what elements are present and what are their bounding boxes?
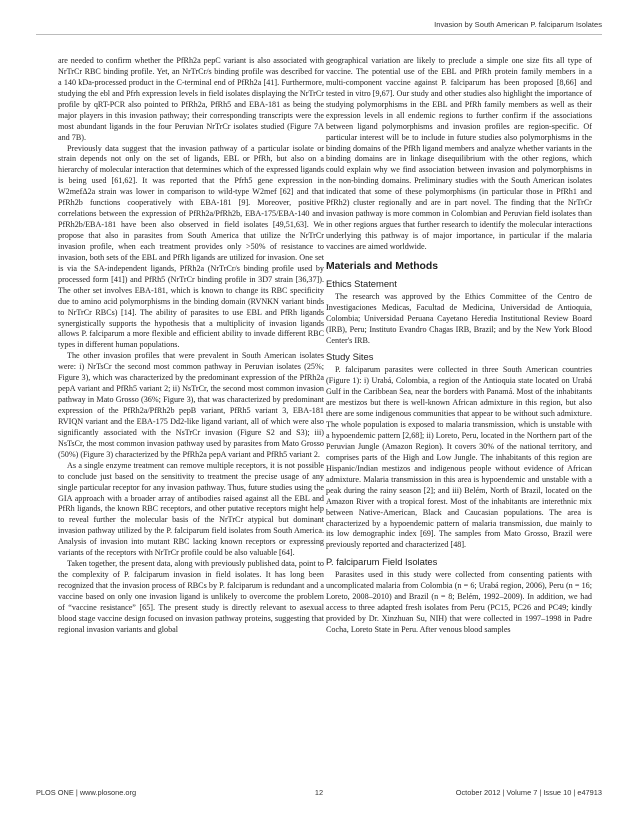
- journal-site: PLOS ONE | www.plosone.org: [36, 788, 137, 797]
- citation: October 2012 | Volume 7 | Issue 10 | e47913: [455, 788, 602, 797]
- page-number: 12: [314, 788, 324, 797]
- subsection-heading: Study Sites: [326, 351, 374, 363]
- paragraph: Parasites used in this study were collected from consenting patients with uncomplicated malaria from Colombia (n = 6; Urabá region, 2006), Peru (n = 16; Loreto, 2008–2010) and Brazil (n = 8; Belém, 1992–2009). In addition, we had access to three adapted fresh isolates from Peru (PC15, PC26 and PC49; kindly provided by Dr. Xinzhuan Su, NIH) that were collected in 1997–1998 in Padre Cocha, Loreto State in Peru. After venous blood samples: [326, 570, 592, 634]
- right-column: [326, 56, 592, 636]
- subsection-heading: Ethics Statement: [326, 277, 397, 289]
- paragraph: Taken together, the present data, along with previously published data, point to the complexity of P. falciparum invasion in field isolates. It has long been recognized that the invasion process of RBCs by P. falciparum is redundant and a vaccine based on only one invasion ligand is unlikely to overcome the problem of “vaccine resistance” [65]. The present study is directly relevant to asexual blood stage vaccine design focused on invasion pathway proteins, suggesting that regional invasion variants and global: [58, 559, 324, 634]
- paragraph: Previously data suggest that the invasion pathway of a particular isolate or strain depends not only on the set of ligands, EBL or PfRh, but also on a hierarchy of molecular interaction that determines which of the expressed ligands is being used [61,62]. It was reported that the Pfrh5 gene expression in W2mefΔ2a strain was lower in comparison to wild-type W2mef [62] and that PfRh2b functions cooperatively with EBA-181 [9]. Moreover, positive correlations between the expression of PfRh2a/PfRh2b, EBA-175/EBA-140 and PfRh2b/EBA-181 have been also observed in field isolates [49,51,63]. We propose that also in parasites from South America that utilize the NrTrCr invasion profile, when each treatment provides only >50% of resistance to invasion, both sets of the EBL and PfRh ligands are utilized for invasion. One set is via the SA-independent ligands, PfRh2a (NrTrCr/s binding profile used by processed form [41]) and PfRh5 (NrTrCr binding profile in 3D7 strain [36,37]). The other set involves EBA-181, which is known to change its RBC specificity due to amino acid polymorphisms in the binding domain (RVNKN variant binds to NrTrCr RBCs) [14]. The ability of parasites to use EBL and PfRh ligands synergistically supports the hypothesis that a multiplicity of invasion ligands allows P. falciparum a more flexible and efficient ability to invade different RBC types in different human populations.: [58, 143, 324, 350]
- paragraph: geographical variation are likely to preclude a simple one size fits all type of vaccine. The potential use of the EBL and PfRh protein family members in a multi-component vaccine against P. falciparum has been proposed [8,66] and tested in vitro [9,67]. Our study and other studies also highlight the importance of studying polymorphisms in the EBL and PfRh family members as well as their expression levels in all endemic regions to further confirm if the associations between ligand polymorphisms and invasion profiles are region-specific. Of particular interest will be to include in future studies also polymorphisms in the binding domains of the PfRh ligand members and analyze whether variants in the binding domains are in linkage disequilibrium with the other regions, which could explain why we find association between invasion and polymorphisms in the non-binding domains. Preliminary studies with the South American isolates indicated that some of these polymorphisms (in particular those in PfRh1 and PfRh2) cluster regionally and are in part novel. The finding that the NrTrCr invasion pathway is more common in Colombian and Peruvian field isolates than in other regions argues that further research to identify the molecular interactions underlying this pathway is of major importance, in particular if the malaria vaccines are aimed worldwide.: [326, 56, 592, 251]
- paragraph: are needed to confirm whether the PfRh2a pepC variant is also associated with NrTrCr RBC binding profile. Yet, an NrTrCr/s binding profile was described for a 140 kDa-processed product in the C-terminal end of PfRh2a [41]. Furthermore, studying the ebl and Pfrh expression levels in field isolates displaying the NrTrCr profile by qRT-PCR also pointed to PfRh2a, PfRh5 and EBA-181 as being the major players in this invasion pathway; their corresponding transcripts were the most abundant ligands in the four Peruvian NrTrCr isolates studied (Figure 7A and 7B).: [58, 56, 324, 142]
- paragraph: As a single enzyme treatment can remove multiple receptors, it is not possible to conclude just based on the sensitivity to treatment the precise usage of any single particular receptor for any invasion pathway. Thus, future studies using the GIA approach with a broader array of antibodies raised against all the EBL and PfRh ligands, the known RBC receptors, and other putative receptors might help to reveal further the molecular basis of the NrTrCr atypical but dominant invasion pathway utilized by the P. falciparum field isolates from South America. Analysis of invasion into mutant RBC lacking known receptors or expressing variants of the receptors with NrTrCr profile could be also valuable [64].: [58, 460, 324, 558]
- section-heading: Materials and Methods: [326, 260, 439, 272]
- header-rule: [36, 34, 602, 35]
- subsection-heading: P. falciparum Field Isolates: [326, 556, 438, 568]
- paragraph: The other invasion profiles that were prevalent in South American isolates were: i) NrTsCr the second most common pathway in Peruvian isolates (25%; Figure 3), which was characterized by the predominant expression of the PfRh2a pepA variant and PfRh5 variant 2; ii) NsTrCr, the second most common invasion pathway in Mato Grosso (36%; Figure 3), that was characterized by predominant expression of the PfRh2a/PfRh2b pepB variant, PfRh5 variant 3, EBA-181 RVIQN variant and the EBA-175 Dd2-like ligand variant, all of which were also significantly associated with the NsTrCr invasion (Figure S2 and S3); iii) NsTsCr, the most common invasion pathway used by parasites from Mato Grosso (50%) (Figure 3) characterized by the PfRh2a pepA variant and PfRh5 variant 2.: [58, 351, 324, 459]
- paragraph: The research was approved by the Ethics Committee of the Centro de Investigaciones Medicas, Facultad de Medicina, Universidad de Antioquia, Colombia; Universidad Peruana Cayetano Heredia Institutional Review Board (IRB), Peru; Instituto Evandro Chagas IRB, Brazil; and by the New York Blood Center's IRB.: [326, 291, 592, 345]
- left-column: [58, 56, 324, 636]
- running-title: Invasion by South American P. falciparum Isolates: [434, 20, 602, 29]
- paragraph: P. falciparum parasites were collected in three South American countries (Figure 1): i) Urabá, Colombia, a region of the Antioquia state located on Urabá Gulf in the Caribbean Sea, near the borders with Panamá. Most of the inhabitants are mestizos but there is well-known African admixture in this region, but also there are some indigenous communities that appear to be without such admixture. The whole population is exposed to malaria transmission, which is unstable with a hypoendemic pattern [2,68]; ii) Loreto, Peru, located in the Northern part of the Peruvian Jungle (Amazon Region). It covers 30% of the national territory, and comprises parts of the High and Low Jungle. The inhabitants of this region are Hispanic/Indian mestizos and indigenous people without evidence of African admixture. Malaria transmission in this area is hypoendemic and unstable with a peak during the rainy season [2]; and iii) Belém, North of Brazil, located on the Amazon River with a tropical forest. Most of the inhabitants are interethnic mix between Native-American, Black and Caucasian populations. The area is characterized by a hypoendemic pattern of malaria transmission, due mainly to its low demographic index [69]. The samples from Mato Grosso, Brazil were previously reported and characterized [48].: [326, 365, 592, 550]
